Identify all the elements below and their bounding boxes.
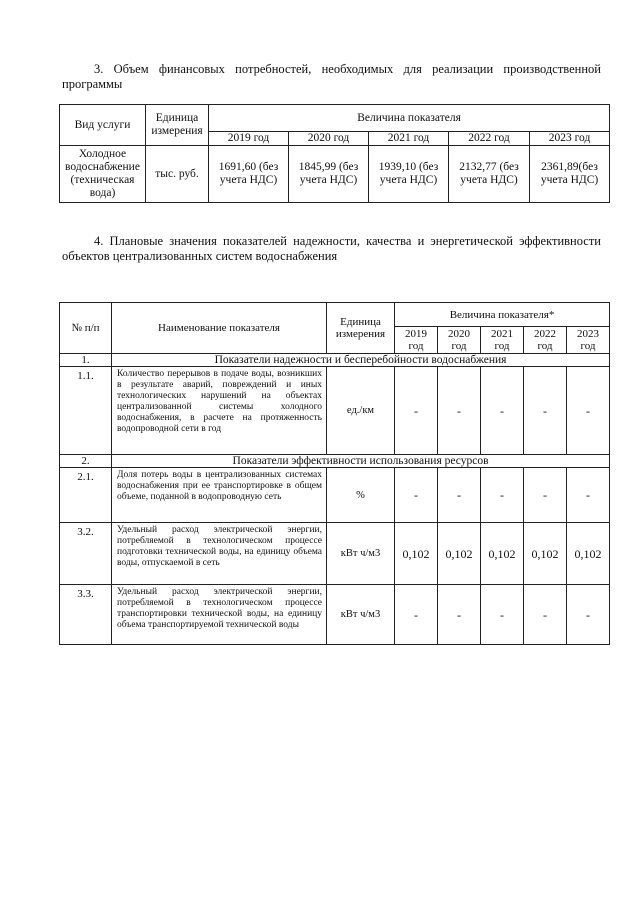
year-number: 2020: [448, 328, 470, 340]
section4-heading: 4. Плановые значения показателей надежности, качества и энергетической эффективности объектов централизованных систем водоснабжения: [62, 234, 601, 263]
value-cell: 0,102: [438, 523, 481, 585]
section-title: Показатели эффективности использования ресурсов: [112, 455, 610, 468]
value-cell: 1845,99 (без учета НДС): [289, 146, 369, 203]
value-cell: -: [438, 468, 481, 523]
header-unit: Единица измерения: [327, 303, 395, 354]
section-row: [60, 354, 610, 367]
value-cell: -: [524, 468, 567, 523]
value-cell: 1691,60 (без учета НДС): [209, 146, 289, 203]
row-name: Доля потерь воды в централизованных системах водоснабжения при ее транспортировке в общем объеме, поданной в водопроводную сеть: [112, 468, 327, 523]
value-cell: -: [395, 367, 438, 455]
value-cell: -: [481, 468, 524, 523]
table-row: [60, 468, 610, 523]
row-unit: тыс. руб.: [146, 146, 209, 203]
value-cell: -: [438, 367, 481, 455]
year-header: 2019 год: [209, 132, 289, 146]
year-header: [438, 327, 481, 354]
row-name: Удельный расход электрической энергии, потребляемой в технологическом процессе транспортировки технической воды, на единицу объема транспортируемой технической воды: [112, 585, 327, 645]
financial-needs-table: [59, 104, 610, 203]
header-num: № п/п: [60, 303, 112, 354]
value-cell: -: [395, 468, 438, 523]
row-unit: %: [327, 468, 395, 523]
year-suffix: год: [537, 340, 553, 352]
year-suffix: год: [451, 340, 467, 352]
section-num: 1.: [60, 354, 112, 367]
value-cell: 0,102: [481, 523, 524, 585]
year-header: [567, 327, 610, 354]
row-num: 3.3.: [60, 585, 112, 645]
value-cell: -: [567, 367, 610, 455]
value-cell: -: [567, 468, 610, 523]
year-header: [481, 327, 524, 354]
section-title: Показатели надежности и бесперебойности водоснабжения: [112, 354, 610, 367]
year-header: 2021 год: [369, 132, 449, 146]
value-cell: -: [567, 585, 610, 645]
value-cell: -: [481, 585, 524, 645]
header-unit: Единица измерения: [146, 105, 209, 146]
row-unit: кВт ч/м3: [327, 523, 395, 585]
year-header: 2020 год: [289, 132, 369, 146]
row-unit: ед./км: [327, 367, 395, 455]
table-row: [60, 523, 610, 585]
year-suffix: год: [494, 340, 510, 352]
header-name: Наименование показателя: [112, 303, 327, 354]
section-num: 2.: [60, 455, 112, 468]
year-number: 2022: [534, 328, 556, 340]
row-num: 3.2.: [60, 523, 112, 585]
header-value: Величина показателя*: [395, 303, 610, 327]
year-number: 2019: [405, 328, 427, 340]
year-header: 2022 год: [449, 132, 530, 146]
year-number: 2021: [491, 328, 513, 340]
table-row: [60, 367, 610, 455]
row-service: Холодное водоснабжение (техническая вода): [60, 146, 146, 203]
value-cell: 2132,77 (без учета НДС): [449, 146, 530, 203]
value-cell: -: [524, 367, 567, 455]
year-suffix: год: [580, 340, 596, 352]
indicators-table: [59, 302, 610, 645]
year-suffix: год: [408, 340, 424, 352]
value-cell: -: [524, 585, 567, 645]
row-name: Количество перерывов в подаче воды, возникших в результате аварий, повреждений и иных технологических нарушений на объектах централизованной системы холодного водоснабжения, в расчете на протяженность водопроводной сети в год: [112, 367, 327, 455]
value-cell: 0,102: [524, 523, 567, 585]
year-header: 2023 год: [530, 132, 610, 146]
value-cell: 1939,10 (без учета НДС): [369, 146, 449, 203]
table-row: [60, 585, 610, 645]
row-num: 1.1.: [60, 367, 112, 455]
value-cell: -: [395, 585, 438, 645]
value-cell: 0,102: [567, 523, 610, 585]
year-number: 2023: [577, 328, 600, 340]
row-num: 2.1.: [60, 468, 112, 523]
year-header: [395, 327, 438, 354]
header-value: Величина показателя: [209, 105, 610, 132]
value-cell: 0,102: [395, 523, 438, 585]
value-cell: -: [481, 367, 524, 455]
year-header: [524, 327, 567, 354]
section3-heading: 3. Объем финансовых потребностей, необходимых для реализации производственной программы: [62, 62, 601, 91]
value-cell: -: [438, 585, 481, 645]
header-service: Вид услуги: [60, 105, 146, 146]
section-row: [60, 455, 610, 468]
value-cell: 2361,89(без учета НДС): [530, 146, 610, 203]
row-name: Удельный расход электрической энергии, потребляемой в технологическом процессе подготовки технической воды, на единицу объема воды, отпускаемой в сеть: [112, 523, 327, 585]
row-unit: кВт ч/м3: [327, 585, 395, 645]
